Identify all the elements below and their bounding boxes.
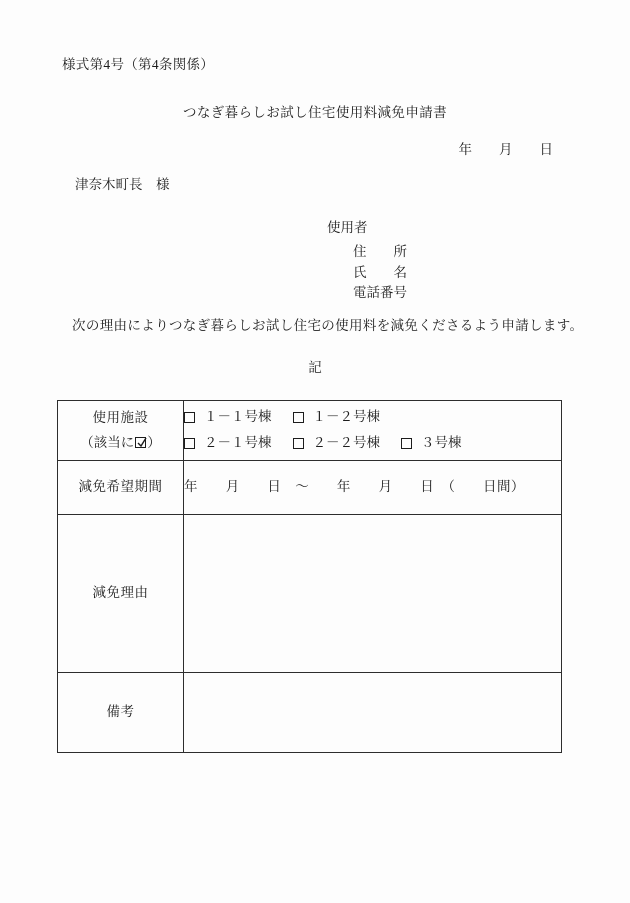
reason-label: 減免理由 — [92, 585, 149, 601]
applicant-address-label[interactable]: 住 所 — [353, 244, 407, 259]
table-row-notes — [58, 673, 562, 753]
date-fill-line[interactable]: 年 月 日 — [458, 142, 553, 157]
facility-options-line-2 — [184, 431, 561, 457]
table-row-facility — [58, 401, 562, 461]
addressee-line: 津奈木町長 様 — [75, 177, 170, 192]
form-number: 様式第4号（第4条関係） — [62, 57, 215, 72]
facility-option-label: ２－１号棟 — [204, 435, 272, 451]
reason-input-area[interactable] — [184, 515, 562, 673]
facility-sublabel: （該当に ） — [80, 435, 161, 450]
section-marker: 記 — [308, 360, 322, 375]
facility-option — [184, 409, 272, 425]
page-title: つなぎ暮らしお試し住宅使用料減免申請書 — [182, 105, 448, 120]
facility-option-label: １－２号棟 — [312, 409, 380, 425]
facility-option — [293, 435, 381, 451]
checkbox-icon[interactable] — [184, 438, 195, 449]
facility-option — [184, 435, 272, 451]
applicant-heading: 使用者 — [327, 220, 368, 235]
facility-label-cell — [58, 401, 184, 461]
facility-option-label: ３号棟 — [421, 435, 462, 451]
facility-option-label: ２－２号棟 — [312, 435, 380, 451]
applicant-phone-label[interactable]: 電話番号 — [353, 285, 407, 300]
checkbox-icon[interactable] — [401, 438, 412, 449]
facility-option — [293, 409, 381, 425]
facility-options-cell — [184, 401, 562, 461]
facility-label: 使用施設 — [92, 409, 149, 425]
checkbox-icon[interactable] — [293, 412, 304, 423]
checkbox-icon[interactable] — [293, 438, 304, 449]
applicant-name-label[interactable]: 氏 名 — [353, 265, 407, 280]
period-fill-cell[interactable]: 年 月 日 ～ 年 月 日 （ 日間） — [184, 461, 562, 515]
checked-box-icon — [135, 437, 146, 448]
reason-label-cell — [58, 515, 184, 673]
table-row-period — [58, 461, 562, 515]
table-row-reason — [58, 515, 562, 673]
notes-label-cell — [58, 673, 184, 753]
period-label: 減免希望期間 — [78, 479, 163, 495]
period-label-cell — [58, 461, 184, 515]
facility-option-label: １－１号棟 — [204, 409, 272, 425]
body-text: 次の理由によりつなぎ暮らしお試し住宅の使用料を減免くださるよう申請します。 — [72, 318, 584, 333]
facility-option — [401, 435, 462, 451]
application-table — [57, 400, 562, 753]
notes-input-area[interactable] — [184, 673, 562, 753]
facility-options-line-1 — [184, 405, 561, 431]
notes-label: 備考 — [106, 704, 135, 720]
checkbox-icon[interactable] — [184, 412, 195, 423]
